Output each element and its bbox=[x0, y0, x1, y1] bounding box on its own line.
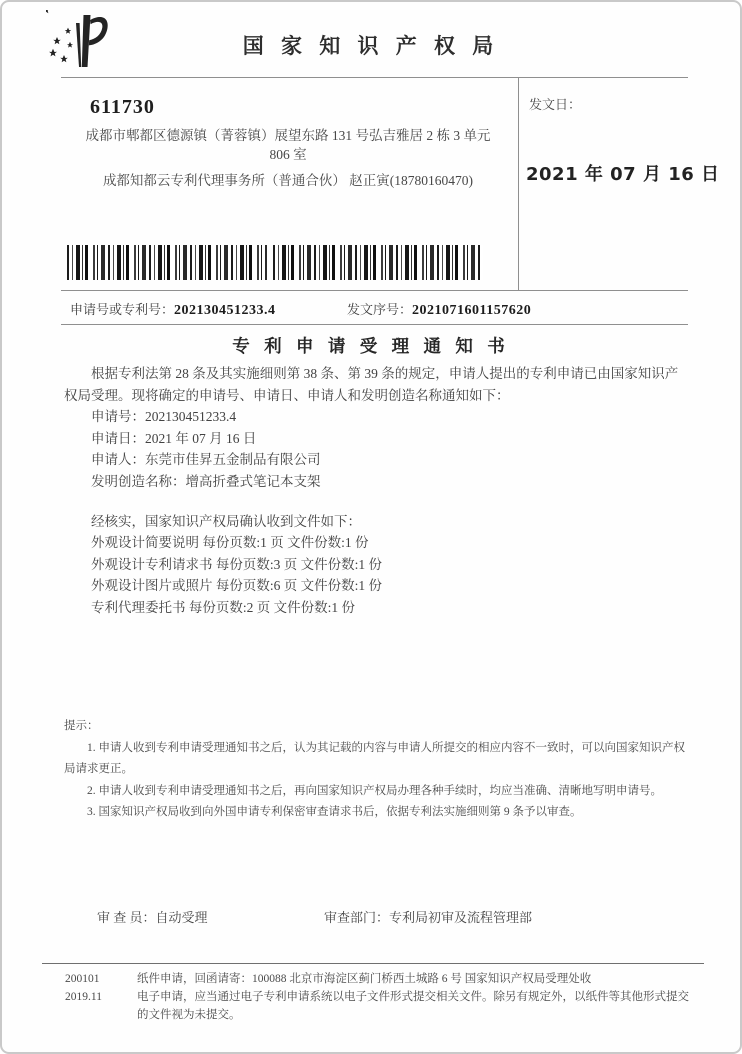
footer-divider bbox=[42, 963, 704, 964]
footer-code: 200101 bbox=[65, 973, 100, 985]
divider-above-meta bbox=[61, 290, 688, 291]
barcode-right bbox=[273, 245, 483, 280]
barcode-left bbox=[67, 245, 267, 280]
examiner-group bbox=[97, 907, 208, 926]
received-doc-item: 外观设计简要说明 每份页数:1 页 文件份数:1 份 bbox=[91, 535, 369, 551]
footer-note-paper: 纸件申请，回函请寄：100088 北京市海淀区蓟门桥西土城路 6 号 国家知识产权局受理处收 bbox=[137, 973, 592, 985]
postal-code: 611730 bbox=[90, 96, 155, 118]
header-org-name: 国 家 知 识 产 权 局 bbox=[242, 34, 500, 58]
tips-label: 提示： bbox=[64, 720, 99, 732]
footer-notes bbox=[137, 970, 693, 1024]
divider-below-meta bbox=[61, 324, 688, 325]
tips-section bbox=[64, 716, 690, 824]
recipient-address-line1: 成都市郫都区德源镇（菁蓉镇）展望东路 131 号弘吉雅居 2 栋 3 单元 bbox=[85, 128, 491, 143]
tips-item: 1. 申请人收到专利申请受理通知书之后，认为其记载的内容与申请人所提交的相应内容不一致时，可以向国家知识产权局请求更正。 bbox=[64, 741, 685, 775]
received-intro: 经核实，国家知识产权局确认收到文件如下： bbox=[91, 513, 361, 529]
notice-body bbox=[64, 363, 688, 619]
tips-item: 3. 国家知识产权局收到向外国申请专利保密审查请求书后，依据专利法实施细则第 9 条予以审查。 bbox=[87, 806, 582, 818]
field-application-date: 申请日：2021 年 07 月 16 日 bbox=[91, 430, 257, 446]
application-number-label: 申请号或专利号： bbox=[70, 302, 175, 317]
footer-note-electronic: 电子申请，应当通过电子专利申请系统以电子文件形式提交相关文件。除另有规定外，以纸件等其他形式提交的文件视为未提交。 bbox=[137, 991, 689, 1021]
footer-codes bbox=[65, 970, 137, 1024]
serial-number-value: 2021071601157620 bbox=[412, 303, 532, 318]
field-applicant: 申请人：东莞市佳昇五金制品有限公司 bbox=[91, 452, 321, 468]
application-number-group bbox=[70, 299, 276, 319]
received-doc-item: 专利代理委托书 每份页数:2 页 文件份数:1 份 bbox=[91, 599, 356, 615]
application-number-value: 202130451233.4 bbox=[174, 303, 276, 318]
field-application-no: 申请号：202130451233.4 bbox=[91, 409, 237, 425]
field-invention-name: 发明创造名称：增高折叠式笔记本支架 bbox=[91, 473, 321, 489]
department-value: 专利局初审及流程管理部 bbox=[389, 910, 533, 925]
serial-number-label: 发文序号： bbox=[347, 302, 413, 317]
dispatch-box-divider bbox=[518, 78, 519, 290]
received-doc-item: 外观设计专利请求书 每份页数:3 页 文件份数:1 份 bbox=[91, 556, 383, 572]
dispatch-date-value: 2021 年 07 月 16 日 bbox=[526, 164, 720, 185]
spacer bbox=[64, 493, 688, 511]
tips-item: 2. 申请人收到专利申请受理通知书之后，再向国家知识产权局办理各种手续时，均应当准确、清晰地写明申请号。 bbox=[87, 784, 662, 797]
received-doc-item: 外观设计图片或照片 每份页数:6 页 文件份数:1 份 bbox=[91, 578, 383, 594]
notice-title: 专 利 申 请 受 理 通 知 书 bbox=[232, 336, 510, 356]
recipient-address-line2: 806 室 bbox=[269, 147, 307, 162]
footer-code: 2019.11 bbox=[65, 991, 102, 1003]
department-group bbox=[324, 907, 532, 926]
dispatch-date-label: 发文日： bbox=[529, 97, 582, 112]
header-divider bbox=[61, 77, 688, 78]
examiner-value: 自动受理 bbox=[155, 910, 208, 925]
notice-intro: 根据专利法第 28 条及其实施细则第 38 条、第 39 条的规定，申请人提出的专利申请已由国家知识产权局受理。现将确定的申请号、申请日、申请人和发明创造名称通知如下： bbox=[64, 366, 679, 403]
department-label: 审查部门： bbox=[324, 910, 390, 925]
footer bbox=[65, 970, 693, 1024]
serial-number-group bbox=[347, 299, 531, 319]
recipient-agency-line: 成都知都云专利代理事务所（普通合伙） 赵正寅(18780160470) bbox=[102, 173, 474, 188]
recipient-block bbox=[64, 96, 512, 189]
examiner-label: 审 查 员： bbox=[97, 910, 156, 925]
